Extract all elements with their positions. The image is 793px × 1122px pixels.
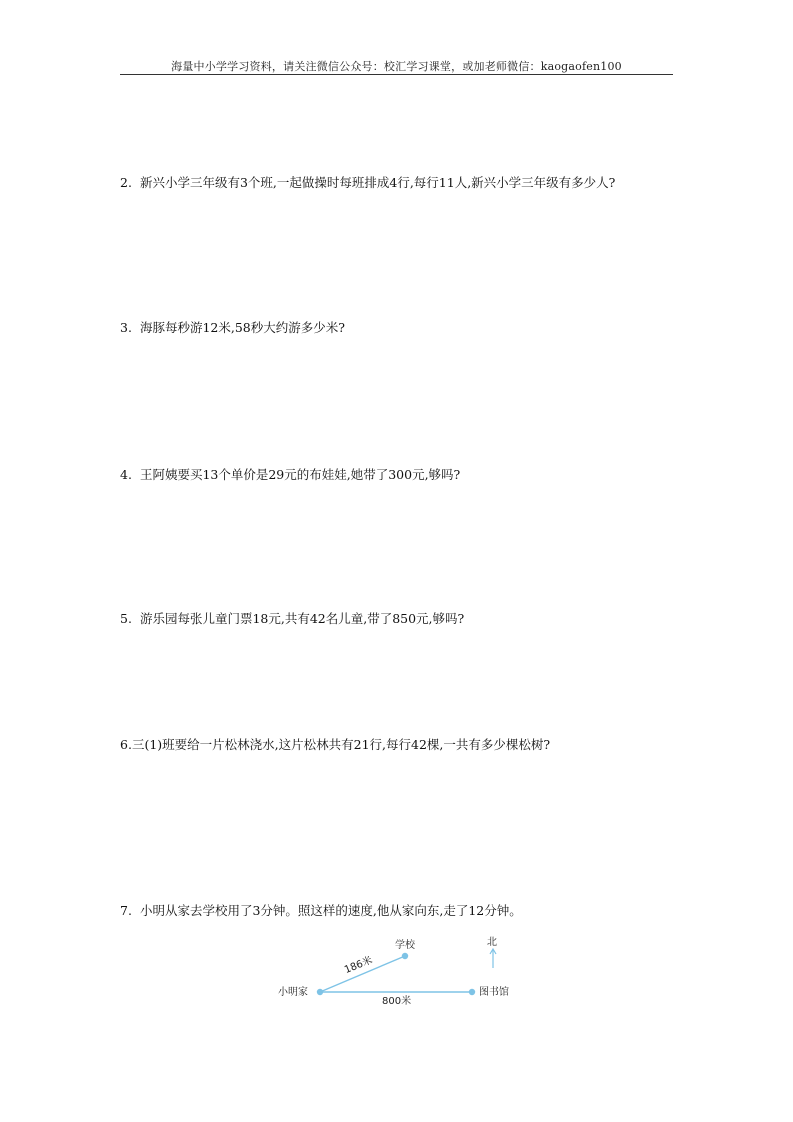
question-2: [120, 173, 615, 191]
page-header: 海量中小学学习资料，请关注微信公众号：校汇学习课堂，或加老师微信：kaogaofen100: [171, 60, 622, 73]
question-3: [120, 318, 345, 336]
question-text: 海豚每秒游12米,58秒大约游多少米?: [139, 320, 345, 335]
question-number: 6.: [120, 737, 132, 752]
question-number: 5.: [120, 611, 132, 626]
question-text: 王阿姨要买13个单价是29元的布娃娃,她带了300元,够吗?: [139, 467, 461, 482]
north-label: 北: [487, 937, 497, 948]
question-number: 2.: [120, 175, 132, 190]
library-point: [469, 989, 475, 995]
route-diagram-svg: [260, 928, 540, 1018]
question-7: [120, 901, 522, 919]
question-number: 4.: [120, 467, 132, 482]
question-4: [120, 465, 460, 483]
question-text: 新兴小学三年级有3个班,一起做操时每班排成4行,每行11人,新兴小学三年级有多少人?: [139, 175, 616, 190]
header-divider: [120, 74, 673, 75]
distance-school-label: 186米: [343, 954, 375, 977]
home-point: [317, 989, 323, 995]
school-label: 学校: [395, 940, 415, 951]
question-number: 7.: [120, 903, 132, 918]
question-text: 小明从家去学校用了3分钟。照这样的速度,他从家向东,走了12分钟。: [139, 903, 522, 918]
question-text: 三(1)班要给一片松林浇水,这片松林共有21行,每行42棵,一共有多少棵松树?: [131, 737, 551, 752]
distance-library-label: 800米: [382, 996, 412, 1007]
home-label: 小明家: [278, 987, 308, 998]
school-point: [402, 953, 408, 959]
question-6: [120, 735, 550, 753]
question-text: 游乐园每张儿童门票18元,共有42名儿童,带了850元,够吗?: [139, 611, 465, 626]
library-label: 图书馆: [479, 987, 509, 998]
question-number: 3.: [120, 320, 132, 335]
question-5: [120, 609, 464, 627]
route-diagram: [260, 928, 540, 1018]
